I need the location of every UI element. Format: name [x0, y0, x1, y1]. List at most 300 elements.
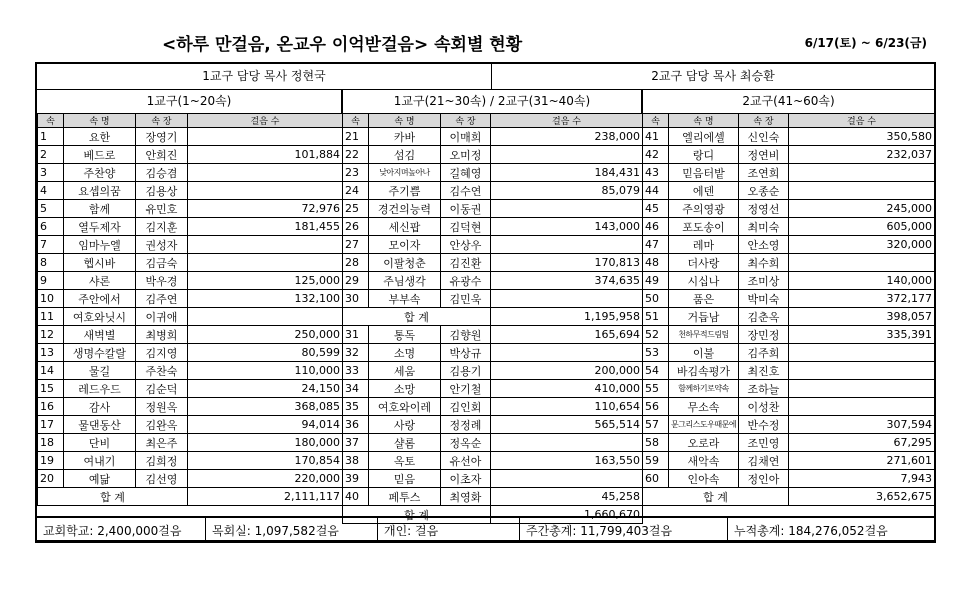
group-number: 14 — [38, 362, 64, 380]
group-leader: 조연희 — [739, 164, 789, 182]
table-row — [643, 272, 935, 290]
group-name: 예닮 — [64, 470, 136, 488]
group-number: 17 — [38, 416, 64, 434]
page-title: <하루 만걸음, 온교우 이억받걸음> 속회별 현황 — [162, 35, 523, 55]
group-leader: 최진호 — [739, 362, 789, 380]
group-number: 10 — [38, 290, 64, 308]
group-leader: 이초자 — [441, 470, 491, 488]
group-steps: 80,599 — [188, 344, 343, 362]
table-row — [38, 308, 343, 326]
group-leader: 정원옥 — [136, 398, 188, 416]
table-row — [643, 434, 935, 452]
group-leader: 신인숙 — [739, 128, 789, 146]
total-steps: 1,195,958 — [491, 308, 643, 326]
col-leader: 속 장 — [441, 114, 491, 128]
table-row — [38, 218, 343, 236]
group-number: 13 — [38, 344, 64, 362]
group-number: 42 — [643, 146, 669, 164]
group-steps — [789, 362, 935, 380]
group-leader: 김용상 — [136, 182, 188, 200]
table-row — [38, 452, 343, 470]
group-steps — [491, 344, 643, 362]
table-row — [643, 236, 935, 254]
total-steps: 2,111,117 — [188, 488, 343, 506]
table-row — [643, 470, 935, 488]
section-3-header: 2교구(41~60속) — [742, 94, 835, 108]
group-name: 레드우드 — [64, 380, 136, 398]
group-steps: 24,150 — [188, 380, 343, 398]
footer-school: 교회학교: 2,400,000걸음 — [35, 516, 206, 542]
group-leader: 최은주 — [136, 434, 188, 452]
group-leader: 김금숙 — [136, 254, 188, 272]
table-row — [343, 182, 643, 200]
group-name: 레마 — [669, 236, 739, 254]
group-number: 48 — [643, 254, 669, 272]
group-number: 51 — [643, 308, 669, 326]
group-steps: 200,000 — [491, 362, 643, 380]
group-steps — [789, 344, 935, 362]
group-steps: 368,085 — [188, 398, 343, 416]
group-steps: 72,976 — [188, 200, 343, 218]
group-number: 35 — [343, 398, 369, 416]
group-leader: 이귀애 — [136, 308, 188, 326]
group-steps: 372,177 — [789, 290, 935, 308]
group-number: 21 — [343, 128, 369, 146]
group-name: 요한 — [64, 128, 136, 146]
group-name: 감사 — [64, 398, 136, 416]
group-name: 천하무적드림팀 — [669, 326, 739, 344]
group-number: 3 — [38, 164, 64, 182]
group-name: 새벽별 — [64, 326, 136, 344]
table-row — [38, 254, 343, 272]
table-row — [343, 398, 643, 416]
group-name: 요셉의꿈 — [64, 182, 136, 200]
group-steps: 132,100 — [188, 290, 343, 308]
group-name: 여호와이레 — [369, 398, 441, 416]
group-number: 9 — [38, 272, 64, 290]
group-number: 39 — [343, 470, 369, 488]
group-name: 여내기 — [64, 452, 136, 470]
group-name: 샤론 — [64, 272, 136, 290]
group-steps: 335,391 — [789, 326, 935, 344]
table-row — [343, 362, 643, 380]
group-leader: 김주희 — [739, 344, 789, 362]
group-number: 53 — [643, 344, 669, 362]
group-leader: 김선영 — [136, 470, 188, 488]
group-steps — [789, 380, 935, 398]
group-steps — [491, 470, 643, 488]
group-number: 32 — [343, 344, 369, 362]
group-number: 15 — [38, 380, 64, 398]
group-leader: 오종순 — [739, 182, 789, 200]
group-steps — [188, 164, 343, 182]
table-row — [643, 254, 935, 272]
group-leader: 김지영 — [136, 344, 188, 362]
group-table-1 — [37, 113, 343, 506]
group-steps: 320,000 — [789, 236, 935, 254]
table-row — [343, 128, 643, 146]
group-steps: 110,654 — [491, 398, 643, 416]
group-number: 37 — [343, 434, 369, 452]
group-name: 포도송이 — [669, 218, 739, 236]
group-number: 7 — [38, 236, 64, 254]
table-row — [343, 164, 643, 182]
group-name: 부부속 — [369, 290, 441, 308]
group-number: 46 — [643, 218, 669, 236]
group-steps: 350,580 — [789, 128, 935, 146]
group-leader: 김주연 — [136, 290, 188, 308]
group-number: 12 — [38, 326, 64, 344]
group-steps: 565,514 — [491, 416, 643, 434]
group-name: 사랑 — [369, 416, 441, 434]
table-row — [343, 326, 643, 344]
group-name: 카바 — [369, 128, 441, 146]
group-leader: 조민영 — [739, 434, 789, 452]
group-leader: 최수희 — [739, 254, 789, 272]
group-number: 38 — [343, 452, 369, 470]
table-row — [343, 272, 643, 290]
group-steps — [188, 254, 343, 272]
table-row — [643, 164, 935, 182]
group-name: 섬김 — [369, 146, 441, 164]
col-steps: 걸음 수 — [188, 114, 343, 128]
group-leader: 최영화 — [441, 488, 491, 506]
group-steps — [789, 164, 935, 182]
group-number: 30 — [343, 290, 369, 308]
group-name: 샬롬 — [369, 434, 441, 452]
group-leader: 김순덕 — [136, 380, 188, 398]
group-name: 바김속평가 — [669, 362, 739, 380]
group-leader: 조미상 — [739, 272, 789, 290]
group-steps — [789, 182, 935, 200]
table-row — [343, 488, 643, 506]
group-steps: 110,000 — [188, 362, 343, 380]
group-leader: 유선아 — [441, 452, 491, 470]
group-number: 16 — [38, 398, 64, 416]
group-name: 엘리에셀 — [669, 128, 739, 146]
table-row — [643, 362, 935, 380]
group-name: 세신팝 — [369, 218, 441, 236]
table-row — [38, 146, 343, 164]
col-steps: 걸음 수 — [491, 114, 643, 128]
group-leader: 박우경 — [136, 272, 188, 290]
total-label: 합 계 — [643, 488, 789, 506]
group-name: 주찬양 — [64, 164, 136, 182]
table-row — [643, 380, 935, 398]
group-number: 50 — [643, 290, 669, 308]
group-number: 24 — [343, 182, 369, 200]
group-steps — [491, 200, 643, 218]
group-leader: 장영기 — [136, 128, 188, 146]
group-number: 28 — [343, 254, 369, 272]
group-leader: 이성찬 — [739, 398, 789, 416]
table-row — [38, 236, 343, 254]
group-number: 59 — [643, 452, 669, 470]
section-2-header: 1교구(21~30속) / 2교구(31~40속) — [343, 89, 643, 113]
group-steps: 7,943 — [789, 470, 935, 488]
group-name: 옥토 — [369, 452, 441, 470]
total-row — [643, 488, 935, 506]
table-row — [38, 362, 343, 380]
group-name: 주기쁨 — [369, 182, 441, 200]
group-number: 6 — [38, 218, 64, 236]
group-steps: 250,000 — [188, 326, 343, 344]
group-name: 소명 — [369, 344, 441, 362]
group-leader: 김지훈 — [136, 218, 188, 236]
group-leader: 김채연 — [739, 452, 789, 470]
table-row — [343, 434, 643, 452]
group-leader: 김인회 — [441, 398, 491, 416]
col-name: 속 명 — [64, 114, 136, 128]
group-name: 문그리스도우때문에 — [669, 416, 739, 434]
group-number: 18 — [38, 434, 64, 452]
total-row — [38, 488, 343, 506]
group-leader: 유민호 — [136, 200, 188, 218]
total-label: 합 계 — [38, 488, 188, 506]
group-leader: 길혜영 — [441, 164, 491, 182]
group-name: 주님생각 — [369, 272, 441, 290]
group-number: 19 — [38, 452, 64, 470]
group-leader: 박미숙 — [739, 290, 789, 308]
group-leader: 권성자 — [136, 236, 188, 254]
table-row — [643, 182, 935, 200]
group-number: 20 — [38, 470, 64, 488]
group-leader: 장민정 — [739, 326, 789, 344]
table-row — [38, 128, 343, 146]
group-name: 모이자 — [369, 236, 441, 254]
group-steps: 170,813 — [491, 254, 643, 272]
group-number: 44 — [643, 182, 669, 200]
group-number: 55 — [643, 380, 669, 398]
group-number: 22 — [343, 146, 369, 164]
group-name: 이불 — [669, 344, 739, 362]
footer-cumulative: 누적총계: 184,276,052걸음 — [728, 516, 936, 542]
group-name: 페투스 — [369, 488, 441, 506]
group-steps: 143,000 — [491, 218, 643, 236]
col-leader: 속 장 — [739, 114, 789, 128]
group-leader: 김수연 — [441, 182, 491, 200]
group-leader: 반수정 — [739, 416, 789, 434]
total-steps: 3,652,675 — [789, 488, 935, 506]
section-1-header: 1교구(1~20속) — [37, 89, 343, 113]
group-leader: 정옥순 — [441, 434, 491, 452]
table-row — [38, 470, 343, 488]
group-name: 믿음터밭 — [669, 164, 739, 182]
footer-personal: 개인: 걸음 — [378, 516, 520, 542]
group-steps: 163,550 — [491, 452, 643, 470]
group-name: 소망 — [369, 380, 441, 398]
group-number: 47 — [643, 236, 669, 254]
table-row — [343, 470, 643, 488]
table-row — [643, 326, 935, 344]
group-number: 41 — [643, 128, 669, 146]
group-leader: 안소영 — [739, 236, 789, 254]
group-number: 8 — [38, 254, 64, 272]
group-leader: 김용기 — [441, 362, 491, 380]
total-row — [343, 308, 643, 326]
group-leader: 오미정 — [441, 146, 491, 164]
total-label: 합 계 — [343, 308, 491, 326]
group-name: 에덴 — [669, 182, 739, 200]
group-leader: 김향원 — [441, 326, 491, 344]
group-steps: 101,884 — [188, 146, 343, 164]
col-num: 속 — [343, 114, 369, 128]
group-number: 60 — [643, 470, 669, 488]
group-number: 36 — [343, 416, 369, 434]
group-steps: 220,000 — [188, 470, 343, 488]
group-steps: 125,000 — [188, 272, 343, 290]
table-row — [643, 200, 935, 218]
group-name: 새악속 — [669, 452, 739, 470]
group-leader: 안상우 — [441, 236, 491, 254]
group-steps: 238,000 — [491, 128, 643, 146]
group-steps: 374,635 — [491, 272, 643, 290]
group-number: 52 — [643, 326, 669, 344]
group-number: 45 — [643, 200, 669, 218]
group-name: 여호와닛시 — [64, 308, 136, 326]
group-leader: 김완옥 — [136, 416, 188, 434]
group-leader: 이매희 — [441, 128, 491, 146]
group-number: 2 — [38, 146, 64, 164]
period-label: 6/17(토) ~ 6/23(금) — [804, 36, 927, 50]
group-steps — [188, 182, 343, 200]
group-leader: 정인아 — [739, 470, 789, 488]
group-number: 11 — [38, 308, 64, 326]
group-steps: 85,079 — [491, 182, 643, 200]
table-row — [643, 218, 935, 236]
group-name: 시십나 — [669, 272, 739, 290]
group-steps — [188, 308, 343, 326]
table-row — [343, 146, 643, 164]
group-name: 이팔청춘 — [369, 254, 441, 272]
group-steps: 140,000 — [789, 272, 935, 290]
col-num: 속 — [38, 114, 64, 128]
group-name: 헵시바 — [64, 254, 136, 272]
table-row — [643, 146, 935, 164]
group-name: 인아속 — [669, 470, 739, 488]
table-row — [38, 326, 343, 344]
group-name: 거듭남 — [669, 308, 739, 326]
group-number: 56 — [643, 398, 669, 416]
table-row — [38, 272, 343, 290]
table-row — [643, 398, 935, 416]
group-number: 1 — [38, 128, 64, 146]
group-name: 경건의능력 — [369, 200, 441, 218]
table-row — [643, 452, 935, 470]
total-label: 합 계 — [343, 506, 491, 524]
group-number: 26 — [343, 218, 369, 236]
group-leader: 김민욱 — [441, 290, 491, 308]
group-steps: 45,258 — [491, 488, 643, 506]
group-name: 품은 — [669, 290, 739, 308]
group-steps — [789, 398, 935, 416]
table-row — [38, 380, 343, 398]
group-name: 물길 — [64, 362, 136, 380]
table-row — [343, 254, 643, 272]
group-number: 43 — [643, 164, 669, 182]
table-row — [38, 398, 343, 416]
group-leader: 조하늘 — [739, 380, 789, 398]
col-leader: 속 장 — [136, 114, 188, 128]
group-number: 5 — [38, 200, 64, 218]
group-leader: 김진환 — [441, 254, 491, 272]
group-number: 58 — [643, 434, 669, 452]
group-leader: 이동권 — [441, 200, 491, 218]
table-row — [38, 290, 343, 308]
group-leader: 김덕현 — [441, 218, 491, 236]
group-leader: 김승겸 — [136, 164, 188, 182]
group-name: 무소속 — [669, 398, 739, 416]
table-row — [343, 344, 643, 362]
table-row — [343, 452, 643, 470]
group-steps: 271,601 — [789, 452, 935, 470]
group-steps: 181,455 — [188, 218, 343, 236]
group-name: 오로라 — [669, 434, 739, 452]
group-name: 열두제자 — [64, 218, 136, 236]
group-number: 29 — [343, 272, 369, 290]
group-name: 믿음 — [369, 470, 441, 488]
group-name: 베드로 — [64, 146, 136, 164]
group-name: 물댄동산 — [64, 416, 136, 434]
group-name: 주안에서 — [64, 290, 136, 308]
group-table-3 — [642, 113, 935, 506]
group-name: 낮아지며높아나 — [369, 164, 441, 182]
group-steps — [491, 290, 643, 308]
group-name: 임마누엘 — [64, 236, 136, 254]
group-steps: 170,854 — [188, 452, 343, 470]
table-row — [38, 434, 343, 452]
group-leader: 정영선 — [739, 200, 789, 218]
total-steps: 1,660,670 — [491, 506, 643, 524]
col-num: 속 — [643, 114, 669, 128]
table-row — [343, 380, 643, 398]
table-row — [343, 236, 643, 254]
group-leader: 정정례 — [441, 416, 491, 434]
group-leader: 김희정 — [136, 452, 188, 470]
table-row — [38, 416, 343, 434]
group-leader: 주찬숙 — [136, 362, 188, 380]
table-row — [38, 344, 343, 362]
group-leader: 안희진 — [136, 146, 188, 164]
group-number: 25 — [343, 200, 369, 218]
table-row — [38, 200, 343, 218]
group-number: 27 — [343, 236, 369, 254]
group-number: 4 — [38, 182, 64, 200]
group-steps: 184,431 — [491, 164, 643, 182]
group-number: 33 — [343, 362, 369, 380]
group-table-2 — [342, 113, 643, 524]
group-leader: 박상규 — [441, 344, 491, 362]
footer-pastors: 목회실: 1,097,582걸음 — [206, 516, 378, 542]
group-leader: 안기철 — [441, 380, 491, 398]
group-number: 40 — [343, 488, 369, 506]
group-steps: 410,000 — [491, 380, 643, 398]
table-row — [38, 164, 343, 182]
group-steps: 180,000 — [188, 434, 343, 452]
col-name: 속 명 — [369, 114, 441, 128]
group-name: 함께 — [64, 200, 136, 218]
group-name: 생명수칼랄 — [64, 344, 136, 362]
group-steps: 232,037 — [789, 146, 935, 164]
table-row — [643, 344, 935, 362]
table-row — [343, 218, 643, 236]
group-leader: 유광수 — [441, 272, 491, 290]
group-number: 49 — [643, 272, 669, 290]
group-steps: 605,000 — [789, 218, 935, 236]
footer-weekly: 주간총계: 11,799,403걸음 — [520, 516, 728, 542]
group-leader: 정연비 — [739, 146, 789, 164]
group-number: 23 — [343, 164, 369, 182]
